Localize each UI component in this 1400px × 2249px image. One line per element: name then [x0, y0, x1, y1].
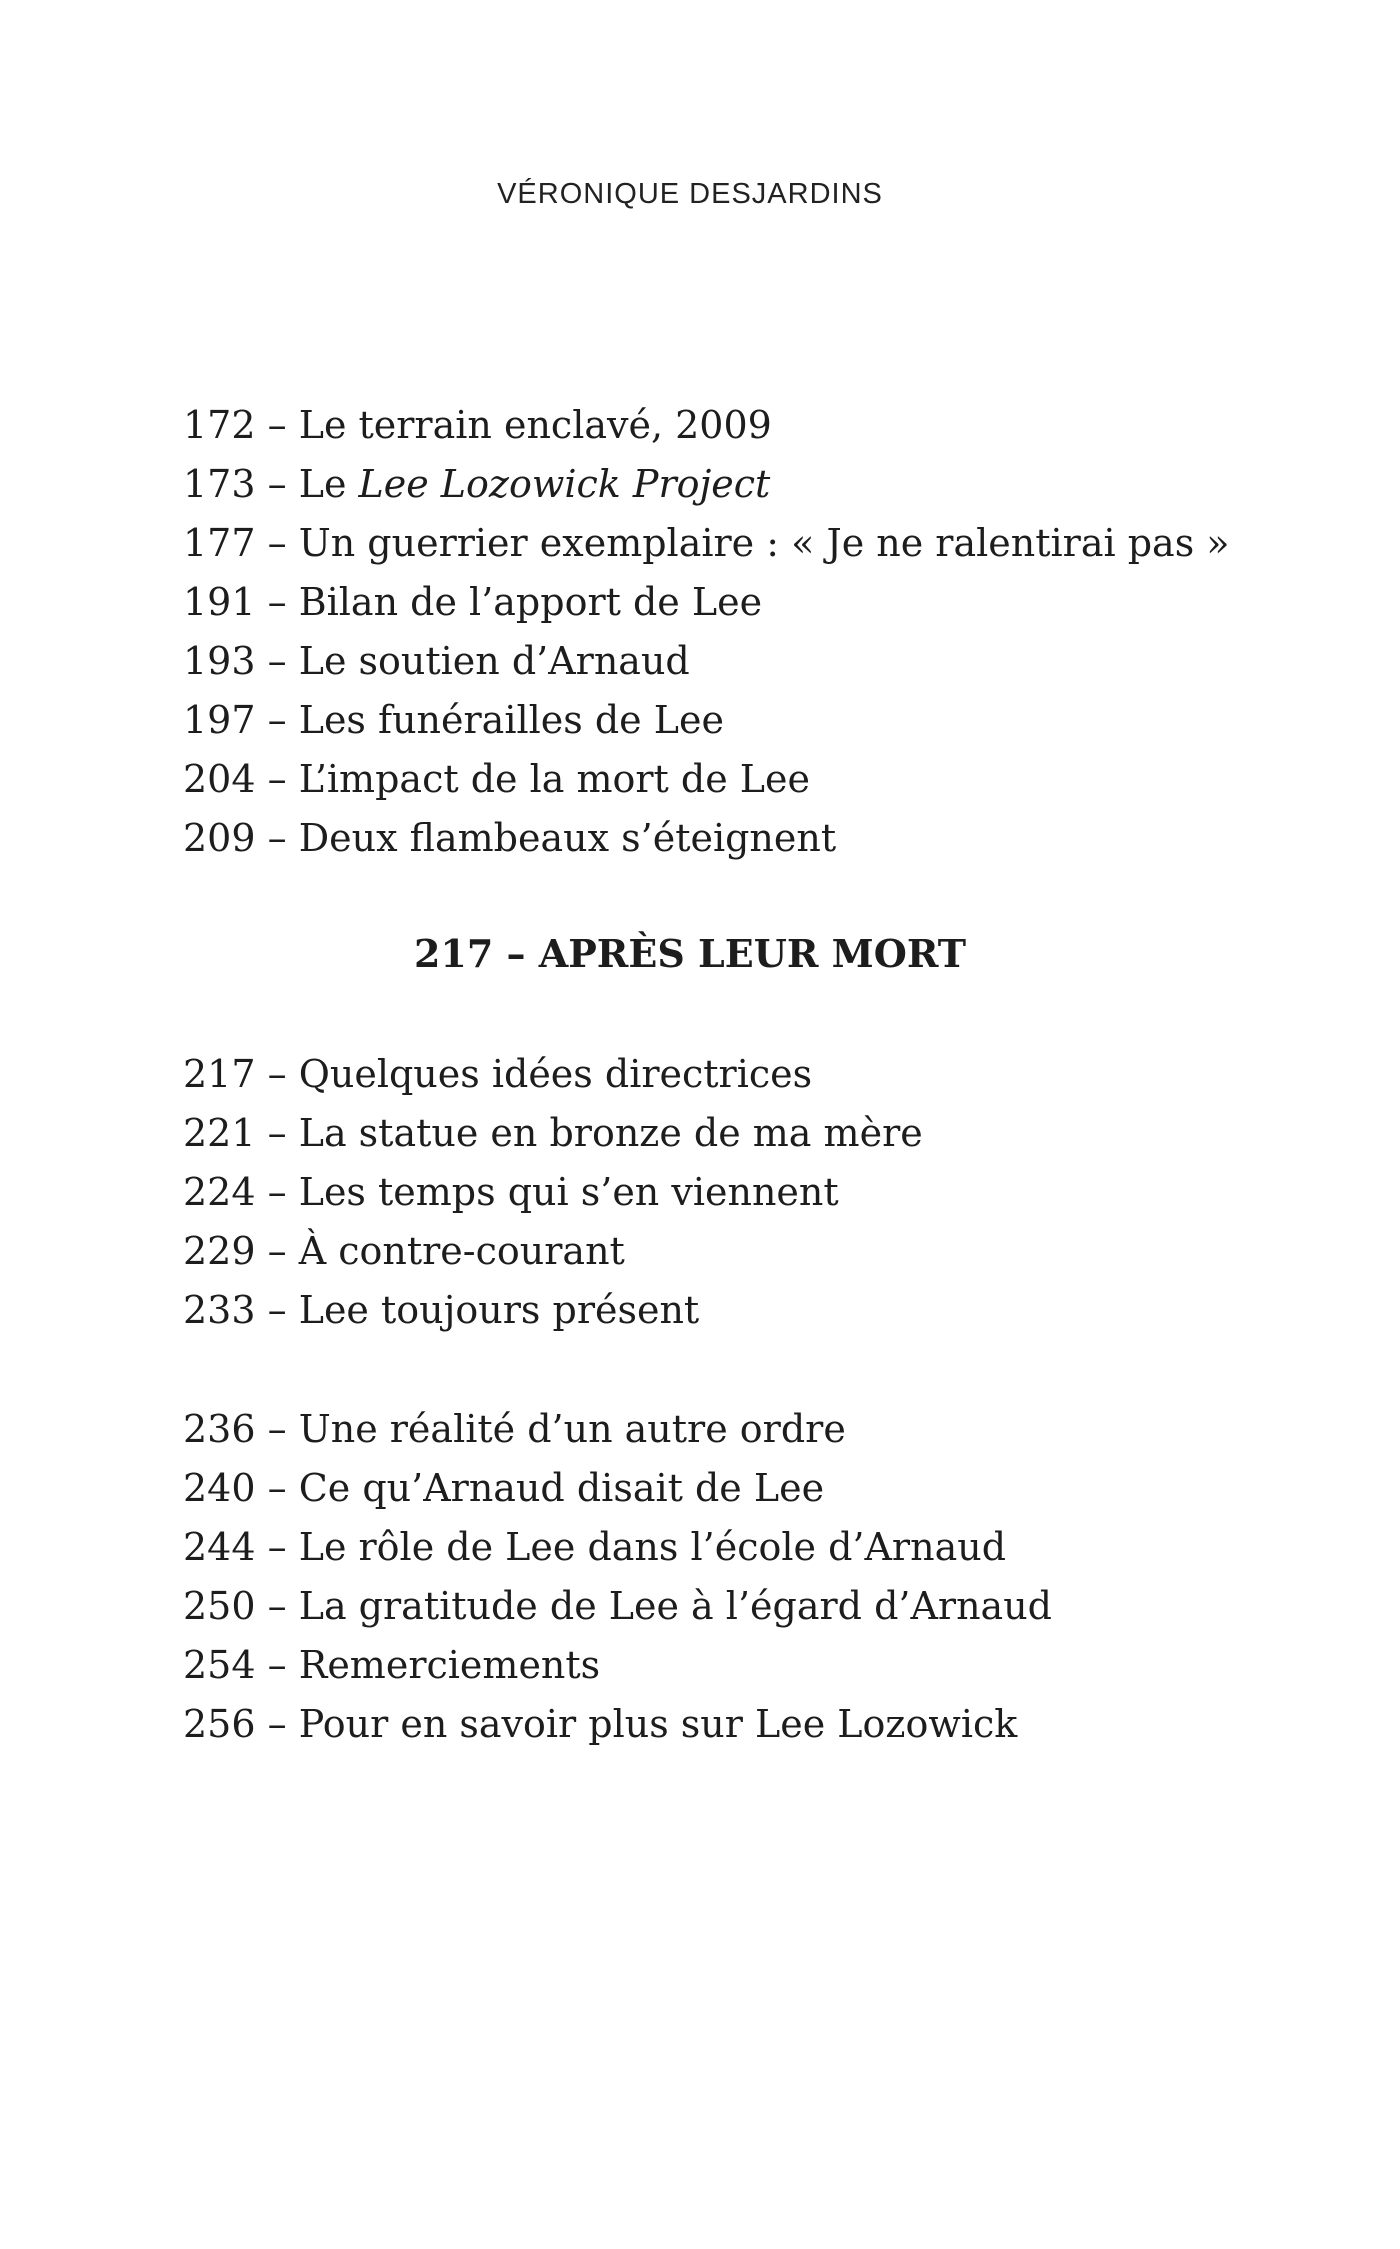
toc-page-number: 209	[183, 816, 256, 860]
toc-title: Une réalité d’un autre ordre	[298, 1407, 846, 1451]
toc-page-number: 191	[183, 580, 256, 624]
toc-title: Les temps qui s’en viennent	[298, 1170, 839, 1214]
toc-page-number: 254	[183, 1643, 256, 1687]
toc-page-number: 172	[183, 403, 256, 447]
toc-title: Le rôle de Lee dans l’école d’Arnaud	[298, 1525, 1007, 1569]
toc-separator: –	[255, 1702, 299, 1746]
toc-title: Lee toujours présent	[298, 1288, 700, 1332]
toc-separator: –	[255, 1288, 299, 1332]
toc-separator: –	[255, 403, 299, 447]
toc-separator: –	[255, 639, 299, 683]
toc-entry	[183, 1163, 1283, 1222]
toc-title: Remerciements	[298, 1643, 601, 1687]
toc-entry	[183, 691, 1283, 750]
toc-separator: –	[255, 580, 299, 624]
toc-title: Le terrain enclavé, 2009	[298, 403, 772, 447]
toc-page-number: 197	[183, 698, 256, 742]
toc-entry	[183, 1045, 1283, 1104]
toc-entry	[183, 632, 1283, 691]
toc-separator: –	[255, 1052, 299, 1096]
toc-title: Un guerrier exemplaire : « Je ne ralentirai pas »	[298, 521, 1230, 565]
toc-separator: –	[255, 1525, 299, 1569]
toc-title: La gratitude de Lee à l’égard d’Arnaud	[298, 1584, 1053, 1628]
toc-title-italic: Lee Lozowick Project	[358, 462, 771, 506]
toc-entry	[183, 809, 1283, 868]
toc-entry	[183, 1222, 1283, 1281]
toc-entry	[183, 1577, 1283, 1636]
toc-title: Le	[298, 462, 359, 506]
toc-entry	[183, 455, 1283, 514]
toc-page-number: 204	[183, 757, 256, 801]
toc-page-number: 240	[183, 1466, 256, 1510]
toc-entry	[183, 1459, 1283, 1518]
toc-page-number: 173	[183, 462, 256, 506]
toc-entry	[183, 1636, 1283, 1695]
toc-entry	[183, 1281, 1283, 1340]
toc-title: À contre-courant	[298, 1229, 625, 1273]
toc-title: Bilan de l’apport de Lee	[298, 580, 763, 624]
toc-page-number: 193	[183, 639, 256, 683]
toc-separator: –	[255, 1407, 299, 1451]
toc-entry	[183, 1695, 1283, 1754]
toc-page-number: 224	[183, 1170, 256, 1214]
toc-page-number: 250	[183, 1584, 256, 1628]
toc-separator: –	[255, 1466, 299, 1510]
toc-page-number: 229	[183, 1229, 256, 1273]
toc-title: L’impact de la mort de Lee	[298, 757, 811, 801]
toc-entry	[183, 396, 1283, 455]
toc-page-number: 177	[183, 521, 256, 565]
toc-block-3	[183, 1400, 1283, 1754]
toc-title: Pour en savoir plus sur Lee Lozowick	[298, 1702, 1018, 1746]
toc-separator: –	[255, 757, 299, 801]
toc-separator: –	[255, 1229, 299, 1273]
toc-entry	[183, 1104, 1283, 1163]
toc-separator: –	[255, 462, 299, 506]
toc-page-number: 256	[183, 1702, 256, 1746]
toc-separator: –	[255, 816, 299, 860]
running-header: VÉRONIQUE DESJARDINS	[497, 178, 883, 210]
toc-page-number: 236	[183, 1407, 256, 1451]
toc-block-1	[183, 396, 1283, 868]
toc-separator: –	[255, 1111, 299, 1155]
toc-entry	[183, 514, 1283, 573]
toc-title: La statue en bronze de ma mère	[298, 1111, 923, 1155]
toc-block-2	[183, 1045, 1283, 1340]
toc-page-number: 244	[183, 1525, 256, 1569]
toc-title: Quelques idées directrices	[298, 1052, 813, 1096]
toc-separator: –	[255, 1643, 299, 1687]
toc-title: Les funérailles de Lee	[298, 698, 724, 742]
toc-entry	[183, 1518, 1283, 1577]
toc-title: Ce qu’Arnaud disait de Lee	[298, 1466, 825, 1510]
toc-page-number: 217	[183, 1052, 256, 1096]
toc-separator: –	[255, 1584, 299, 1628]
section-heading: 217 – APRÈS LEUR MORT	[413, 931, 967, 976]
toc-separator: –	[255, 521, 299, 565]
toc-entry	[183, 750, 1283, 809]
toc-entry	[183, 573, 1283, 632]
toc-entry	[183, 1400, 1283, 1459]
toc-separator: –	[255, 698, 299, 742]
toc-page-number: 221	[183, 1111, 256, 1155]
toc-title: Deux flambeaux s’éteignent	[298, 816, 837, 860]
toc-title: Le soutien d’Arnaud	[298, 639, 690, 683]
toc-separator: –	[255, 1170, 299, 1214]
toc-page-number: 233	[183, 1288, 256, 1332]
